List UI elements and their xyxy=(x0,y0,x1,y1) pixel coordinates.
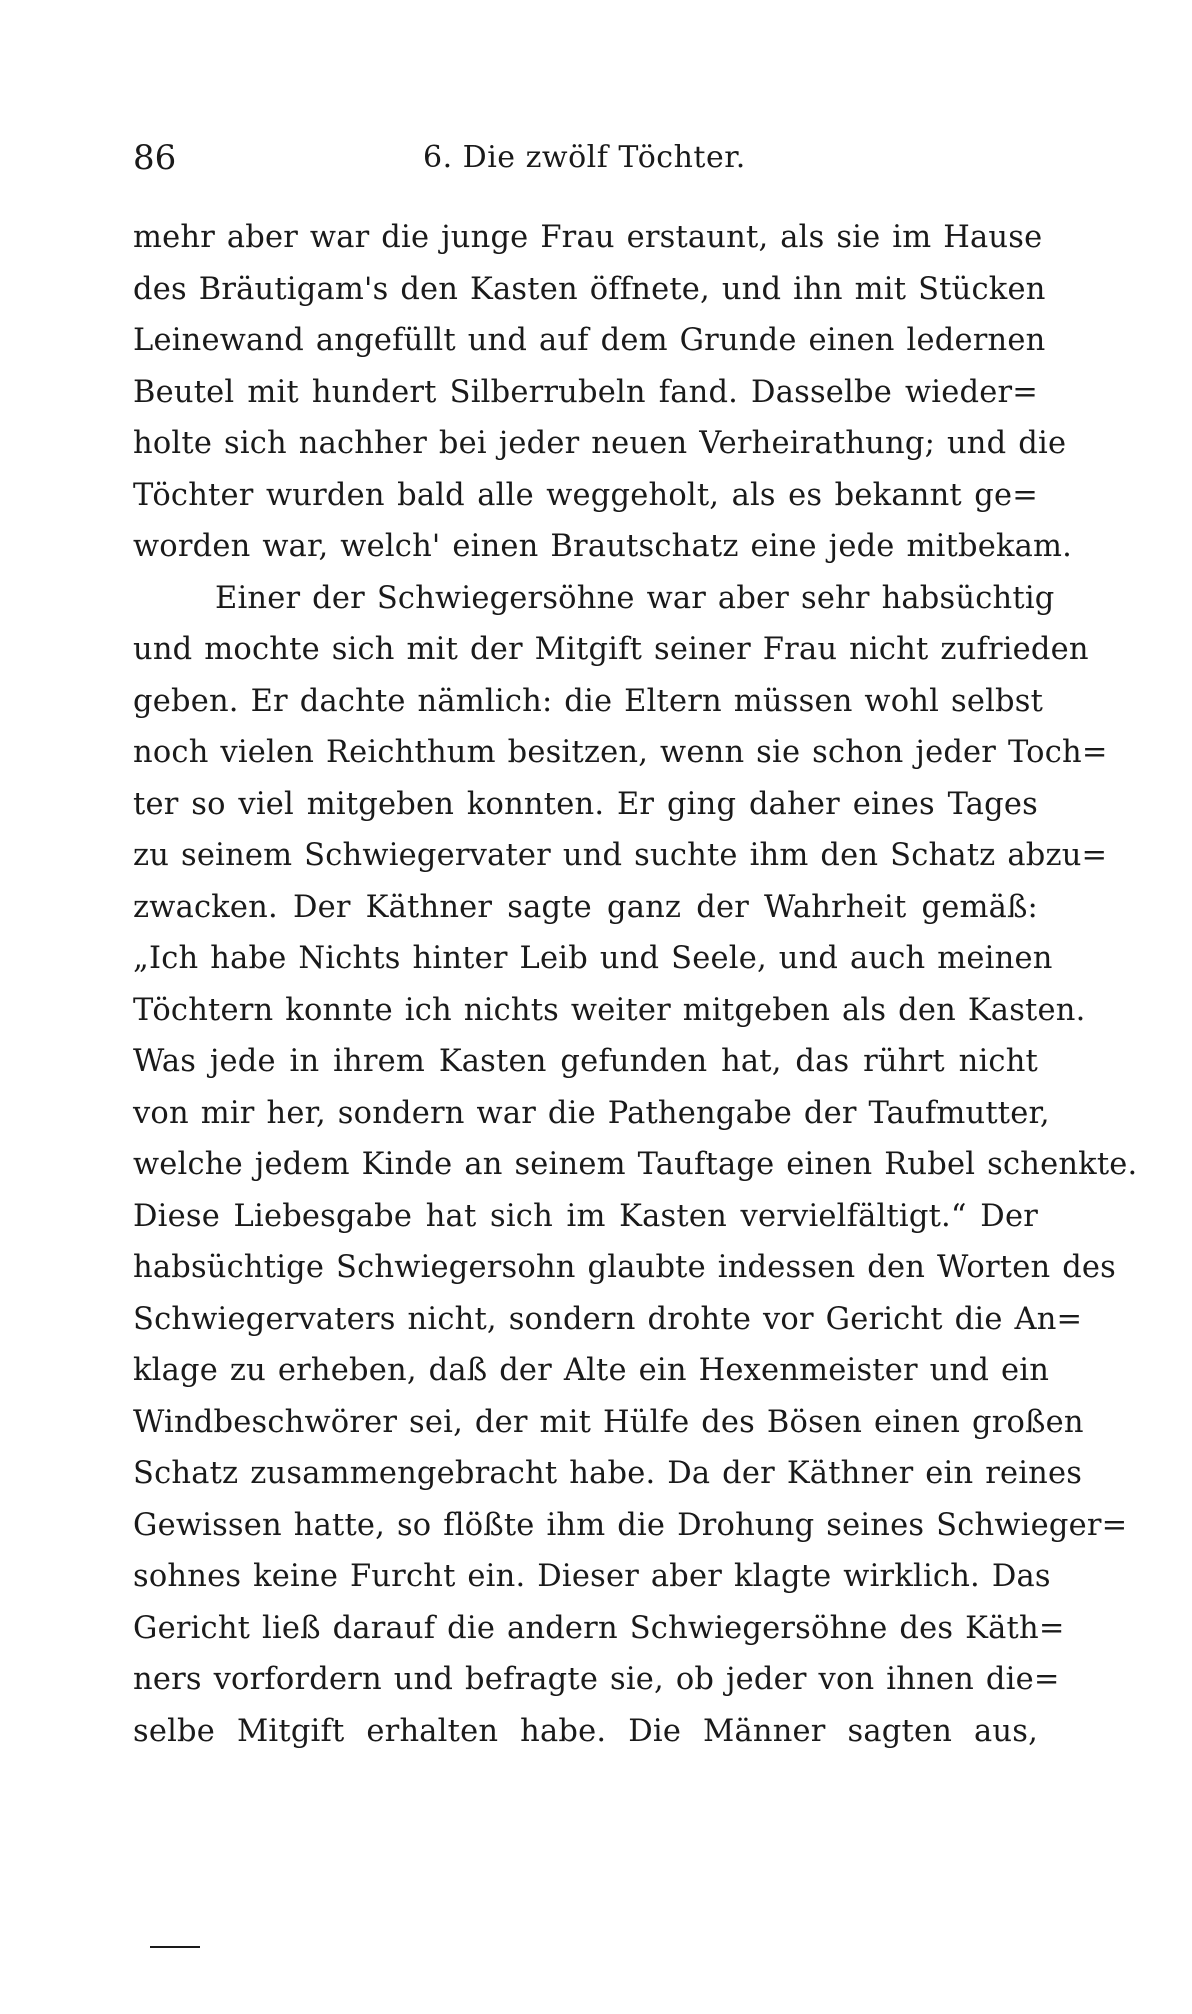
text-line: „Ich habe Nichts hinter Leib und Seele, und auch meinen xyxy=(133,941,1053,976)
text-line: Gewissen hatte, so flößte ihm die Drohung seines Schwieger= xyxy=(133,1507,1128,1543)
text-line: welche jedem Kinde an seinem Tauftage einen Rubel schenkte. xyxy=(133,1147,1138,1182)
text-line: Schatz zusammengebracht habe. Da der Käthner ein reines xyxy=(133,1456,1083,1491)
body-text xyxy=(133,212,1138,1757)
text-line: Gericht ließ darauf die andern Schwiegersöhne des Käth= xyxy=(133,1610,1065,1646)
text-line: selbe Mitgift erhalten habe. Die Männer sagten aus, xyxy=(133,1713,1038,1749)
text-line: des Bräutigam's den Kasten öffnete, und ihn mit Stücken xyxy=(133,271,1046,307)
text-line: Leinewand angefüllt und auf dem Grunde einen ledernen xyxy=(133,323,1046,358)
text-line: Diese Liebesgabe hat sich im Kasten vervielfältigt.“ Der xyxy=(133,1198,1038,1234)
text-line: habsüchtige Schwiegersohn glaubte indessen den Worten des xyxy=(133,1250,1117,1285)
page-number: 86 xyxy=(133,138,177,178)
text-line: ter so viel mitgeben konnten. Er ging daher eines Tages xyxy=(133,786,1038,822)
text-line: ners vorfordern und befragte sie, ob jeder von ihnen die= xyxy=(133,1662,1060,1697)
text-line: zu seinem Schwiegervater und suchte ihm den Schatz abzu= xyxy=(133,838,1108,873)
text-line: Beutel mit hundert Silberrubeln fand. Dasselbe wieder= xyxy=(133,374,1038,410)
text-line: klage zu erheben, daß der Alte ein Hexenmeister und ein xyxy=(133,1353,1050,1388)
text-line: geben. Er dachte nämlich: die Eltern müssen wohl selbst xyxy=(133,683,1044,719)
text-line: noch vielen Reichthum besitzen, wenn sie schon jeder Toch= xyxy=(133,735,1108,770)
running-title: 6. Die zwölf Töchter. xyxy=(423,140,746,175)
text-line-paragraph-start: Einer der Schwiegersöhne war aber sehr habsüchtig xyxy=(215,580,1055,616)
text-line: und mochte sich mit der Mitgift seiner Frau nicht zufrieden xyxy=(133,632,1089,667)
text-line: Windbeschwörer sei, der mit Hülfe des Bösen einen großen xyxy=(133,1404,1084,1440)
footer-rule xyxy=(150,1946,200,1948)
text-line: zwacken. Der Käthner sagte ganz der Wahrheit gemäß: xyxy=(133,889,1038,925)
text-line: worden war, welch' einen Brautschatz eine jede mitbekam. xyxy=(133,529,1073,564)
text-line: Töchter wurden bald alle weggeholt, als es bekannt ge= xyxy=(133,477,1038,513)
text-line: mehr aber war die junge Frau erstaunt, als sie im Hause xyxy=(133,220,1043,255)
text-line: Schwiegervaters nicht, sondern drohte vor Gericht die An= xyxy=(133,1301,1083,1337)
text-line: Töchtern konnte ich nichts weiter mitgeben als den Kasten. xyxy=(133,992,1086,1028)
text-line: sohnes keine Furcht ein. Dieser aber klagte wirklich. Das xyxy=(133,1559,1051,1594)
text-line: Was jede in ihrem Kasten gefunden hat, das rührt nicht xyxy=(133,1044,1038,1079)
text-line: von mir her, sondern war die Pathengabe der Taufmutter, xyxy=(133,1095,1050,1131)
text-line: holte sich nachher bei jeder neuen Verheirathung; und die xyxy=(133,426,1067,461)
page-header xyxy=(133,138,1033,178)
